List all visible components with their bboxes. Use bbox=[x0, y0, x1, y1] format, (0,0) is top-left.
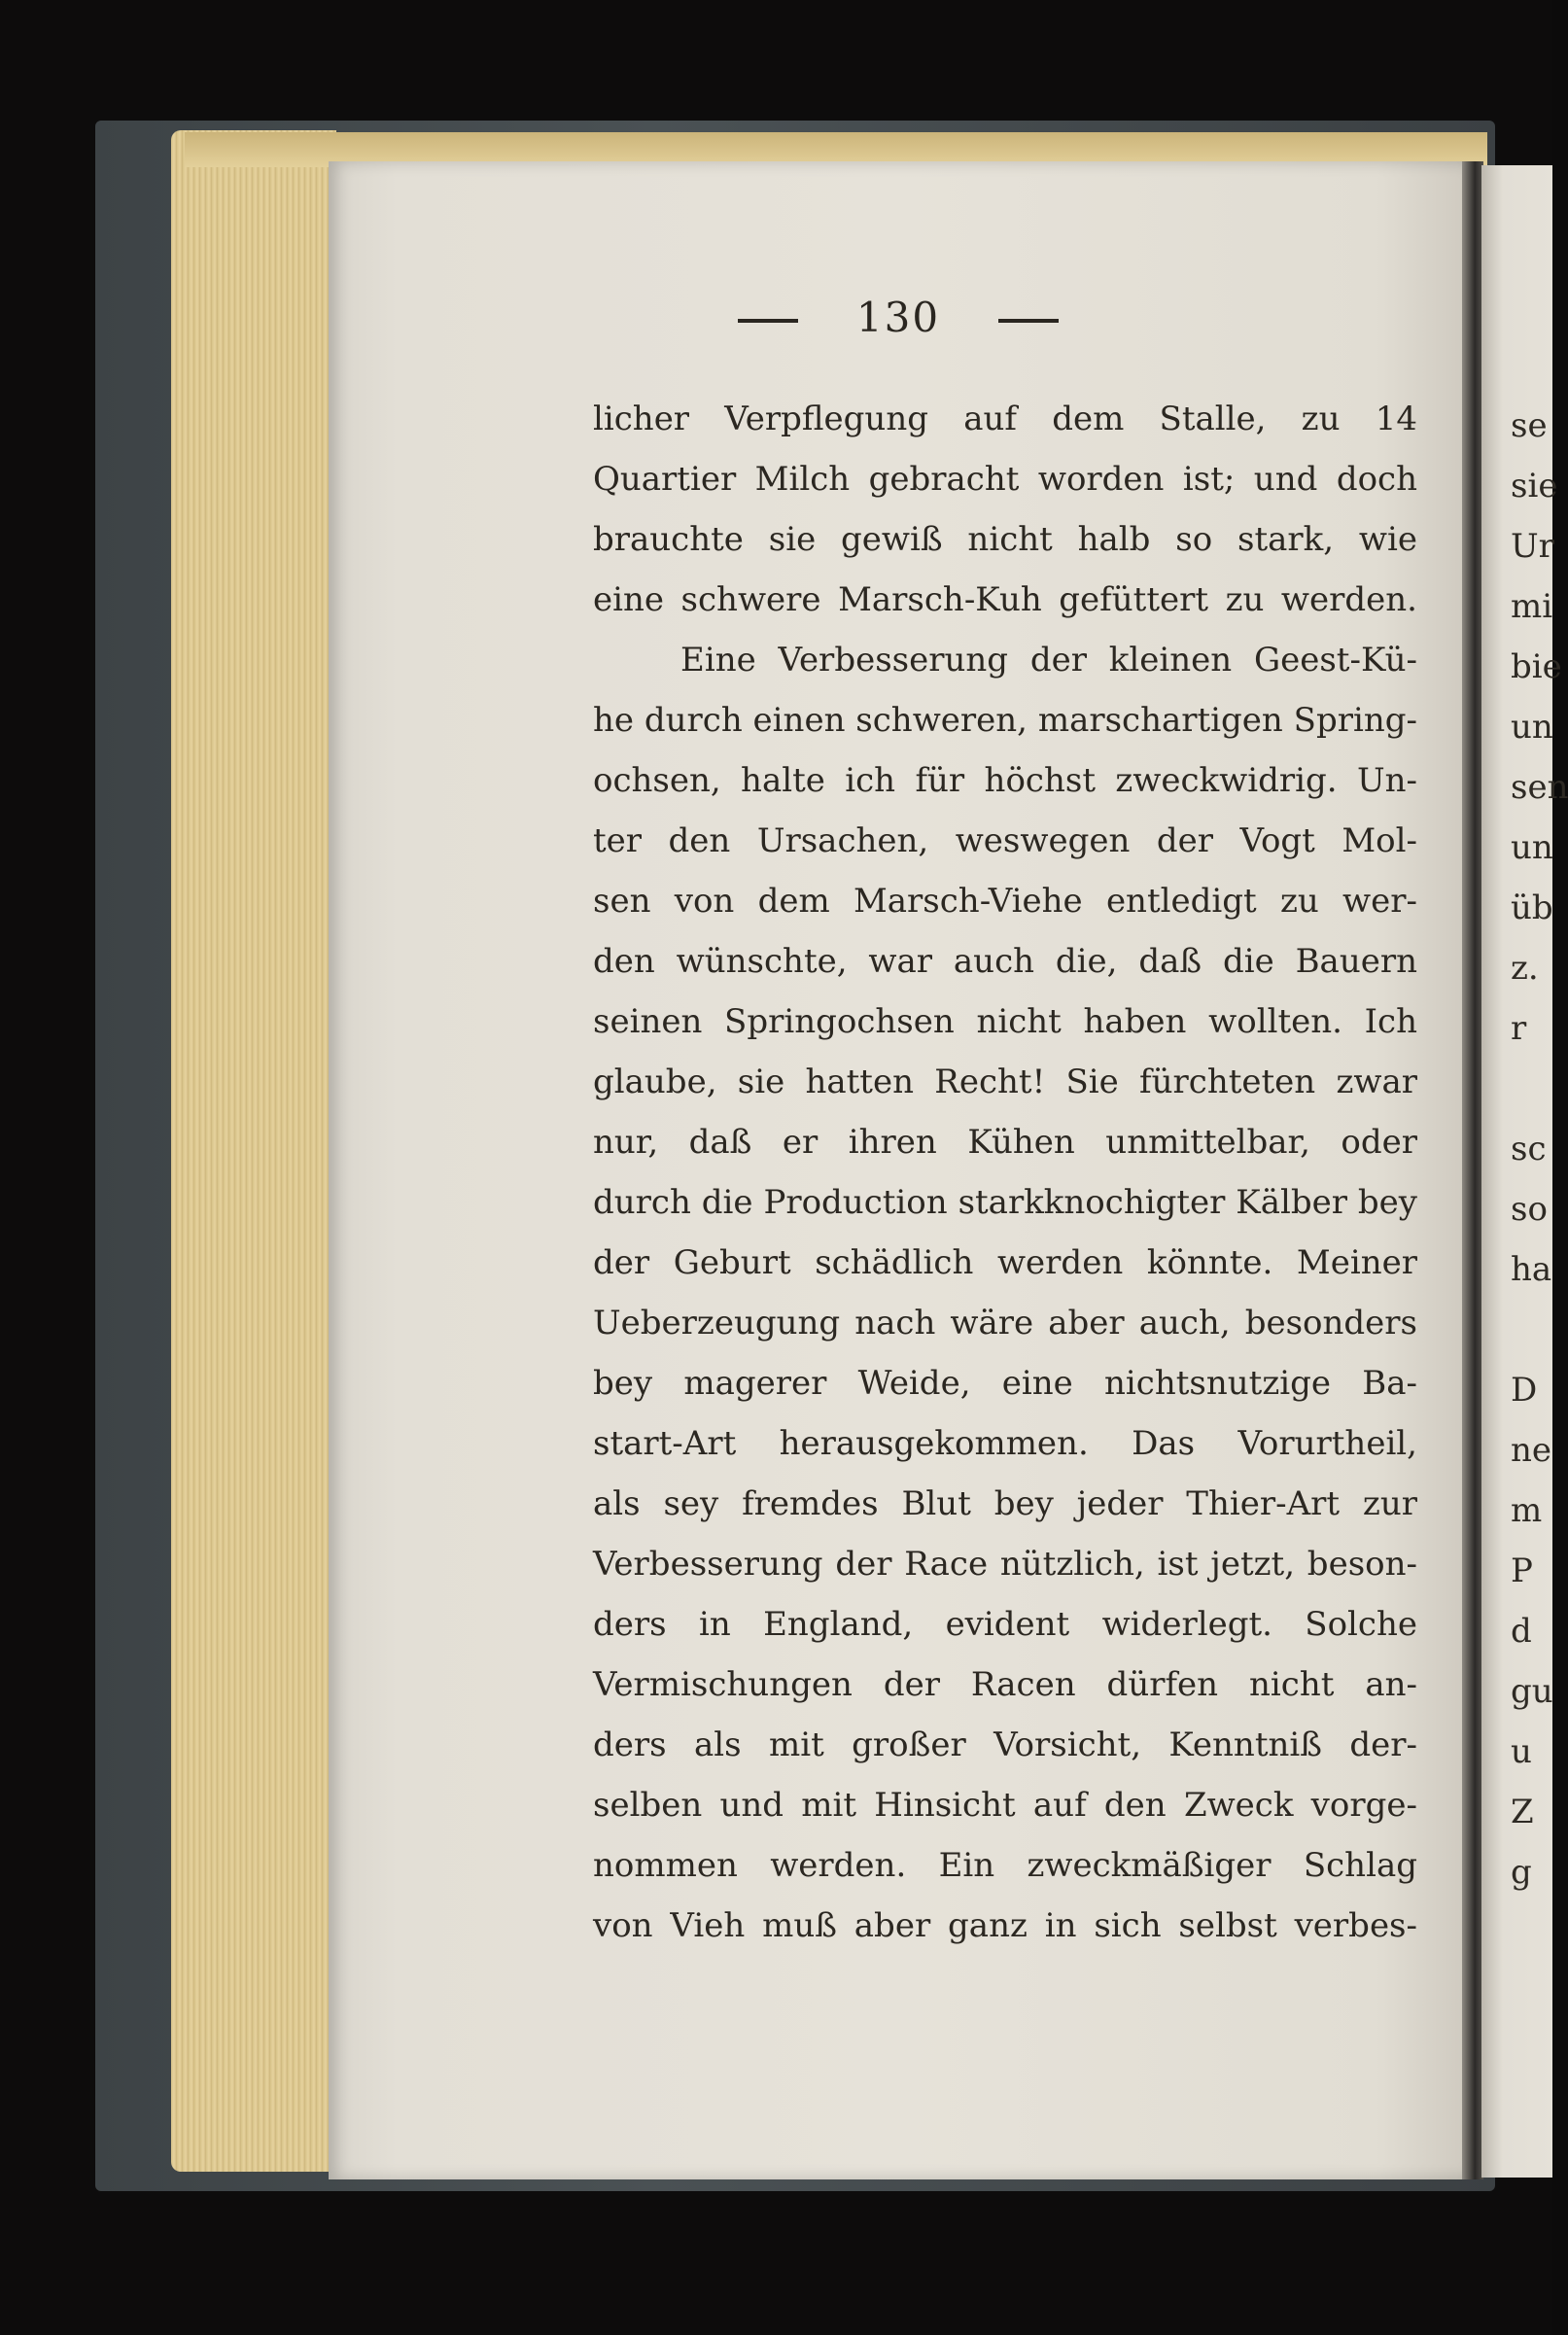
text-line: ders in England, evident widerlegt. Solche bbox=[593, 1605, 1417, 1644]
next-page-fragment: r bbox=[1511, 1009, 1527, 1048]
next-page-fragment: sen bbox=[1511, 768, 1568, 807]
text-line: brauchte sie gewiß nicht halb so stark, wie bbox=[593, 520, 1417, 559]
next-page-fragment: se bbox=[1511, 406, 1548, 445]
text-line: nommen werden. Ein zweckmäßiger Schlag bbox=[593, 1846, 1417, 1885]
right-dash bbox=[998, 319, 1059, 323]
next-page-fragment: d bbox=[1511, 1612, 1532, 1651]
text-line: licher Verpflegung auf dem Stalle, zu 14 bbox=[593, 400, 1417, 438]
text-line: bey magerer Weide, eine nichtsnutzige Ba- bbox=[593, 1364, 1417, 1403]
next-page-fragment: ne bbox=[1511, 1431, 1552, 1470]
page-edges bbox=[171, 130, 336, 2172]
text-line: von Vieh muß aber ganz in sich selbst verbes- bbox=[593, 1906, 1417, 1945]
text-line: durch die Production starkknochigter Kälber bey bbox=[593, 1183, 1417, 1222]
next-page-fragment: z. bbox=[1511, 949, 1539, 988]
text-line: ter den Ursachen, weswegen der Vogt Mol- bbox=[593, 821, 1417, 860]
body-text bbox=[593, 389, 1417, 1956]
text-line: Quartier Milch gebracht worden ist; und doch bbox=[593, 460, 1417, 499]
text-line: als sey fremdes Blut bey jeder Thier-Art zur bbox=[593, 1484, 1417, 1523]
text-line: selben und mit Hinsicht auf den Zweck vorge- bbox=[593, 1786, 1417, 1825]
text-line: start-Art herausgekommen. Das Vorurtheil, bbox=[593, 1424, 1417, 1463]
next-page-fragment: P bbox=[1511, 1551, 1533, 1590]
text-line: Ueberzeugung nach wäre aber auch, besonders bbox=[593, 1304, 1417, 1342]
text-line: seinen Springochsen nicht haben wollten. Ich bbox=[593, 1002, 1417, 1041]
next-page-fragment: m bbox=[1511, 1491, 1543, 1530]
next-page-fragment: un bbox=[1511, 828, 1553, 867]
text-line: ders als mit großer Vorsicht, Kenntniß der- bbox=[593, 1725, 1417, 1764]
next-page-fragment: so bbox=[1511, 1190, 1548, 1229]
text-line: eine schwere Marsch-Kuh gefüttert zu werden. bbox=[593, 580, 1417, 619]
next-page-fragment: Ur bbox=[1511, 527, 1554, 566]
next-page-fragment: bie bbox=[1511, 647, 1562, 686]
text-line: ochsen, halte ich für höchst zweckwidrig. Un- bbox=[593, 761, 1417, 800]
text-line: der Geburt schädlich werden könnte. Meiner bbox=[593, 1243, 1417, 1282]
text-line: sen von dem Marsch-Viehe entledigt zu wer- bbox=[593, 882, 1417, 921]
page-number: 130 bbox=[855, 294, 941, 341]
text-line: Eine Verbesserung der kleinen Geest-Kü- bbox=[680, 641, 1417, 680]
text-line: Verbesserung der Race nützlich, ist jetzt, beson- bbox=[593, 1545, 1417, 1584]
text-line: den wünschte, war auch die, daß die Bauern bbox=[593, 942, 1417, 981]
next-page-fragment: mi bbox=[1511, 587, 1553, 626]
next-page-fragment: sie bbox=[1511, 467, 1558, 505]
next-page-fragment: ha bbox=[1511, 1250, 1552, 1289]
next-page-fragment: u bbox=[1511, 1732, 1532, 1771]
next-page-fragment: sc bbox=[1511, 1130, 1547, 1168]
book-gutter bbox=[1462, 161, 1483, 2179]
text-line: Vermischungen der Racen dürfen nicht an- bbox=[593, 1665, 1417, 1704]
next-page-edge bbox=[1481, 165, 1568, 2178]
text-line: glaube, sie hatten Recht! Sie fürchteten zwar bbox=[593, 1063, 1417, 1101]
text-line: nur, daß er ihren Kühen unmittelbar, oder bbox=[593, 1123, 1417, 1162]
running-head bbox=[329, 294, 1468, 341]
next-page-fragment: Z bbox=[1511, 1793, 1534, 1831]
next-page-fragment: D bbox=[1511, 1371, 1538, 1410]
next-page-fragment: gu bbox=[1511, 1672, 1553, 1711]
text-line: he durch einen schweren, marschartigen Spring- bbox=[593, 701, 1417, 740]
next-page-fragment: üb bbox=[1511, 889, 1553, 927]
next-page-fragment: un bbox=[1511, 708, 1553, 747]
left-dash bbox=[738, 319, 798, 323]
next-page-fragment: g bbox=[1511, 1853, 1532, 1892]
